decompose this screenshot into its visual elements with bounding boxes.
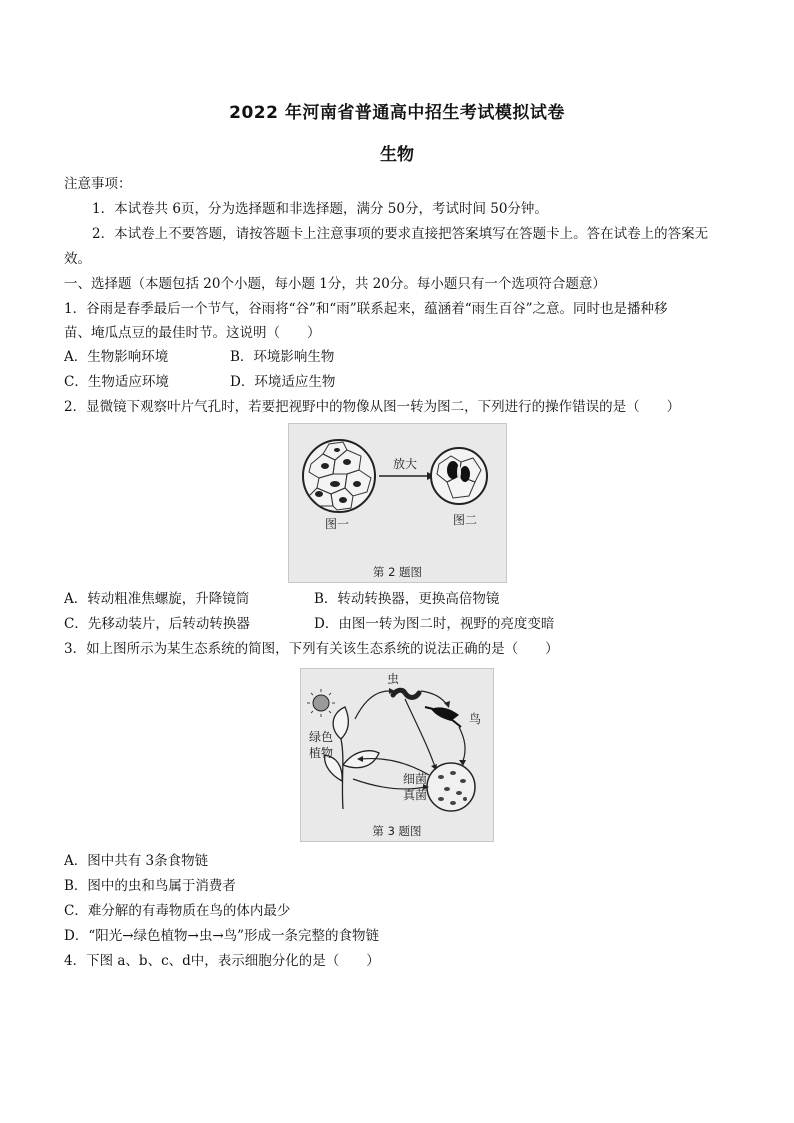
notes-item-1: 1．本试卷共 6页，分为选择题和非选择题，满分 50分，考试时间 50分钟。 bbox=[92, 201, 548, 217]
q2-option-a: A．转动粗准焦螺旋，升降镜筒 bbox=[64, 591, 250, 607]
q1-option-c: C．生物适应环境 bbox=[64, 374, 169, 390]
q2-figure bbox=[288, 423, 507, 583]
sun-icon bbox=[307, 689, 335, 717]
label-insect: 虫 bbox=[386, 672, 400, 686]
section-1-heading: 一、选择题（本题包括 20个小题，每小题 1分，共 20分。每小题只有一个选项符合题意） bbox=[64, 276, 606, 292]
q2-option-b: B．转动转换器，更换高倍物镜 bbox=[314, 591, 500, 607]
arrow-insect-to-bird bbox=[421, 691, 447, 705]
q2-figure-illustration bbox=[289, 424, 506, 560]
notes-heading: 注意事项： bbox=[64, 176, 132, 192]
exam-subject: 生物 bbox=[380, 145, 414, 165]
q3-option-a: A．图中共有 3条食物链 bbox=[64, 853, 209, 869]
arrow-bird-to-microbe bbox=[459, 727, 465, 761]
q3-option-c: C．难分解的有毒物质在鸟的体内最少 bbox=[64, 903, 291, 919]
label-plant-2: 植物 bbox=[308, 746, 334, 760]
q2-figure-caption: 第 2 题图 bbox=[372, 565, 423, 579]
exam-title: 2022 年河南省普通高中招生考试模拟试卷 bbox=[229, 103, 565, 123]
q1-stem-line-1: 1．谷雨是春季最后一个节气，谷雨将“谷”和“雨”联系起来，蕴涵着“雨生百谷”之意。同时也是播种移 bbox=[64, 301, 668, 317]
bird-icon bbox=[425, 707, 461, 727]
insect-icon bbox=[393, 690, 419, 697]
q1-option-b: B．环境影响生物 bbox=[230, 349, 335, 365]
q1-option-a: A．生物影响环境 bbox=[64, 349, 169, 365]
q2-option-d: D．由图一转为图二时，视野的亮度变暗 bbox=[314, 616, 555, 632]
label-microbe-2: 真菌 bbox=[402, 788, 428, 802]
notes-item-2-line-2: 效。 bbox=[64, 251, 91, 267]
q3-figure-caption: 第 3 题图 bbox=[372, 824, 422, 838]
q3-option-b: B．图中的虫和鸟属于消费者 bbox=[64, 878, 236, 894]
q3-stem: 3．如上图所示为某生态系统的简图，下列有关该生态系统的说法正确的是（ ） bbox=[64, 641, 559, 657]
label-microbe-1: 细菌 bbox=[402, 772, 428, 786]
figure-1-label: 图一 bbox=[324, 517, 350, 531]
arrow-plant-to-insect bbox=[355, 691, 389, 719]
q2-option-c: C．先移动装片，后转动转换器 bbox=[64, 616, 250, 632]
label-plant-1: 绿色 bbox=[308, 730, 334, 744]
label-bird: 鸟 bbox=[468, 712, 482, 726]
q3-figure bbox=[300, 668, 494, 842]
q4-stem: 4．下图 a、b、c、d中，表示细胞分化的是（ ） bbox=[64, 953, 380, 969]
notes-item-2-line-1: 2．本试卷上不要答题，请按答题卡上注意事项的要求直接把答案填写在答题卡上。答在试卷上的答案无 bbox=[92, 226, 709, 242]
q2-stem: 2．显微镜下观察叶片气孔时，若要把视野中的物像从图一转为图二，下列进行的操作错误的是（ ） bbox=[64, 399, 681, 415]
microbe-icon bbox=[427, 763, 475, 811]
arrow-label: 放大 bbox=[392, 457, 418, 471]
q1-option-d: D．环境适应生物 bbox=[230, 374, 336, 390]
q1-stem-line-2: 苗、埯瓜点豆的最佳时节。这说明（ ） bbox=[64, 325, 321, 341]
q3-figure-illustration bbox=[301, 669, 493, 821]
figure-2-label: 图二 bbox=[452, 513, 478, 527]
q3-option-d: D．“阳光→绿色植物→虫→鸟”形成一条完整的食物链 bbox=[64, 928, 380, 944]
